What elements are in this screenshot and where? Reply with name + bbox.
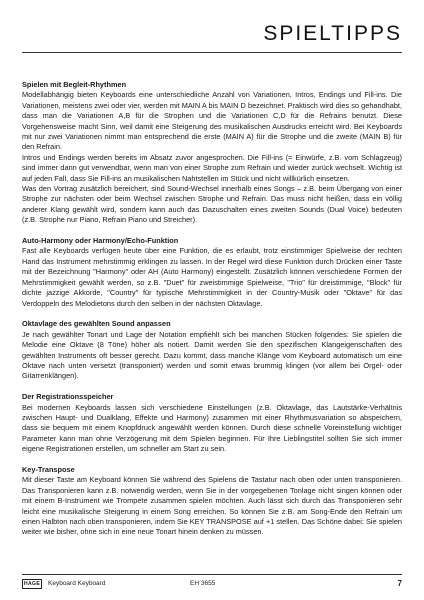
paragraph: Modellabhängig bieten Keyboards eine unterschiedliche Anzahl von Variationen, Intros, Endings und Fill-ins. Die Variationen, meistens zwei oder vier, werden mit MAIN A bis MAIN D bezeichnet. Praktisch wird dies so gehandhabt, dass man die Variationen A,B für die Strophen und die Variationen C,D für die Refrains benutzt. Diese Vorgehensweise macht Sinn, weil damit eine Steigerung des musikalischen Ausdrucks erreicht wird. Bei Keyboards mit nur zwei Variationen nimmt man entsprechend die erste (MAIN A) für die Strophe und die zweite (MAIN B) für den Refrain.	[22, 90, 402, 152]
section-heading: Der Registrationsspeicher	[22, 392, 114, 402]
publisher-logo-text: HAGE	[23, 581, 41, 587]
page-footer	[22, 577, 402, 591]
paragraph: Intros und Endings werden bereits im Absatz zuvor angesprochen. Die Fill-ins (= Einwürfe, z.B. vom Schlagzeug) sind immer dann gut verwendbar, wenn man von einer Strophe zum Refrain und wieder zurück wechselt. Wichtig ist auf jeden Fall, dass Sie Fill-ins an musikalischen Nahtstellen im Stück und nicht willkürlich einsetzen.	[22, 152, 402, 183]
publisher-logo	[22, 579, 42, 589]
section-heading: Key-Transpose	[22, 464, 75, 474]
paragraph: Was den Vortrag zusätzlich bereichert, sind Sound-Wechsel innerhalb eines Songs – z.B. beim Übergang von einer Strophe zur nächsten oder beim Wechsel zwischen Strophe und Refrain. Das muss nicht heißen, dass ein völlig anderer Klang gewählt wird, sondern kann auch das Dazuschalten eines zweiten Sounds (Dual Voice) bedeuten (z.B. Strophe nur Piano, Refrain Piano und Streicher).	[22, 184, 402, 225]
paragraph: Je nach gewählter Tonart und Lage der Notation empfiehlt sich bei manchen Stücken folgendes: Sie spielen die Melodie eine Oktave (8 Töne) höher als notiert. Damit werden Sie den spezifischen Klangeigenschaften des gewählten Instruments oft besser gerecht. Dazu kommt, dass manche Klänge vom Keyboard automatisch um eine Oktave nach unten versetzt (transponiert) werden und somit etwas brummig klingen (vor allem bei Orgel- oder Gitarrenklängen).	[22, 329, 402, 381]
footer-rule	[22, 574, 402, 575]
page-title: SPIELTIPPS	[263, 22, 402, 45]
section-heading: Oktavlage des gewählten Sound anpassen	[22, 319, 171, 329]
section-key-transpose	[22, 465, 402, 538]
paragraph: Bei modernen Keyboards lassen sich verschiedene Einstellungen (z.B. Oktavlage, das Lautstärke-Verhältnis zwischen Haupt- und Dualklang, Effekte und Harmony) zusammen mit einer Rhythmusvariation so abspeichern, dass sie bequem mit einem Knopfdruck angewählt werden können. Durch diese schnelle Voreinstellung wichtiger Parameter kann man ohne Verzögerung mit dem Spielen beginnen. Für Ihre Lieblingstitel sollten Sie sich immer eigene Registrationen erstellen, um schneller am Start zu sein.	[22, 402, 402, 454]
page-content	[22, 80, 402, 568]
paragraph: Mit dieser Taste am Keyboard können Sie während des Spielens die Tastatur nach oben oder unten transponieren. Das Transponieren kann z.B. notwendig werden, wenn Sie in der vorgegebenen Tonlage nicht singen können oder mit einem B-Instrument wie Trompete zusammen spielen möchten. Auch lässt sich durch das Transponieren sehr leicht eine musikalische Steigerung in einem Song erreichen. So können Sie z.B. am Song-Ende den Refrain um einen Halbton nach oben transponieren, indem Sie KEY TRANSPOSE auf +1 stellen. Das Schöne dabei: Sie spielen weiter wie bisher, ohne sich in eine neue Tonart hinein denken zu müssen.	[22, 475, 402, 537]
section-heading: Auto-Harmony oder Harmony/Echo-Funktion	[22, 236, 179, 246]
section-registrationsspeicher	[22, 392, 402, 454]
section-auto-harmony	[22, 236, 402, 309]
catalog-code: EH 3655	[190, 580, 216, 587]
paragraph: Fast alle Keyboards verfügen heute über eine Funktion, die es erlaubt, trotz einstimmiger Spielweise der rechten Hand das Instrument mehrstimmig erklingen zu lassen. In der Regel wird diese Funktion durch Drücken einer Taste mit der Bezeichnung "Harmony" oder AH (Auto Harmony) eingestellt. Zusätzlich können verschiedene Formen der Mehrstimmigkeit gewählt werden, so z.B. "Duet" für zweistimmige Spielweise, "Trio" für dreistimmige, "Block" für dichte jazzige Akkorde, "Country" für typische Mehrstimmigkeit in der Country-Musik oder "Oktave" für das Verdoppeln des Melodietons durch den selben in der nächsten Oktavlage.	[22, 246, 402, 308]
page-number: 7	[397, 579, 402, 588]
book-title: Keyboard Keyboard	[48, 580, 106, 587]
section-oktavlage	[22, 319, 402, 381]
section-heading: Spielen mit Begleit-Rhythmen	[22, 80, 127, 89]
header-rule	[22, 52, 402, 53]
section-begleit-rhythmen	[22, 80, 402, 226]
